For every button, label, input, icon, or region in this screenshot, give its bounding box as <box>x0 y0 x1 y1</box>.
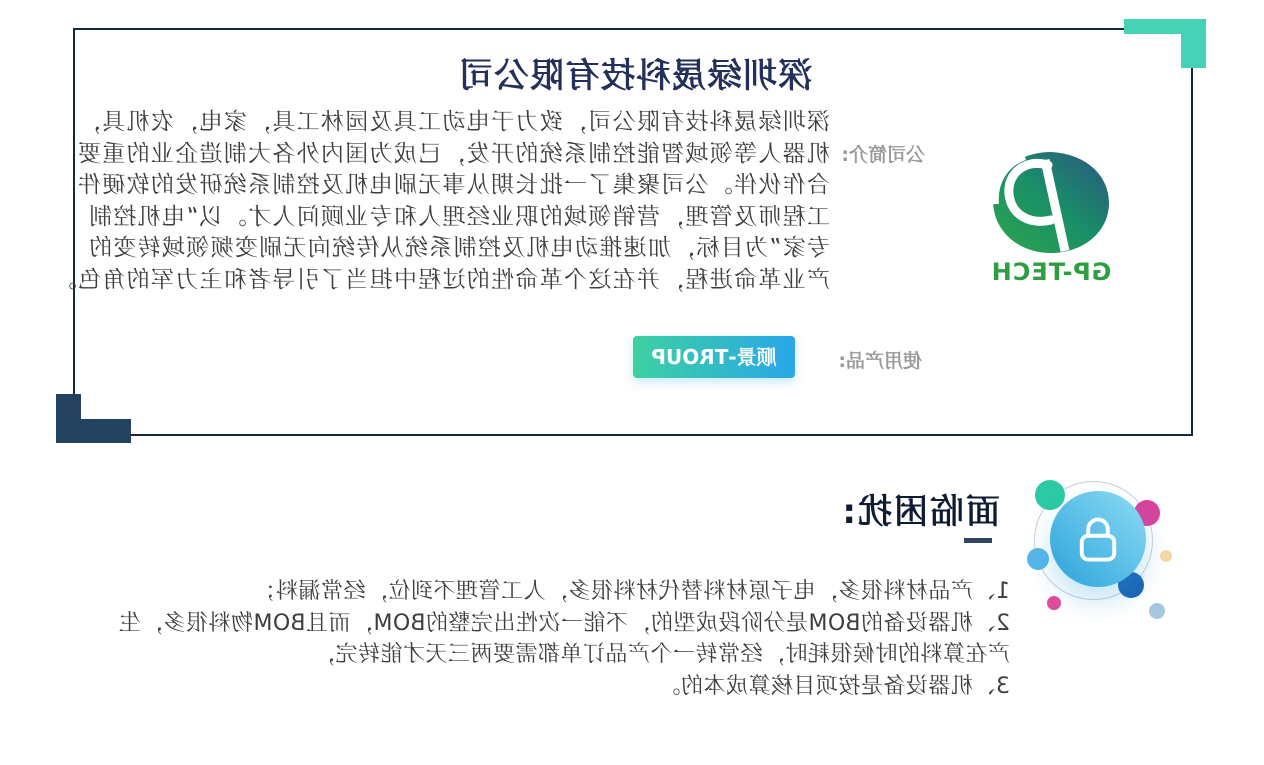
intro-line: 专家”为目标，加速推动电机及控制系统从传统向无刷变频领域转变的 <box>87 235 830 262</box>
intro-line: 深圳绿晟科技有限公司，致力于电动工具及园林工具，家电，农机具， <box>76 109 830 135</box>
decorative-dot <box>1035 480 1065 510</box>
company-intro-text <box>52 107 830 297</box>
intro-line: 产业革命进程，并在这个革命性的过程中担当了引导者和主力军的角色。 <box>52 266 830 293</box>
padlock-icon <box>1072 513 1124 565</box>
pain-point-line: 3、机器设备是按项目核算成本的。 <box>658 673 1010 699</box>
company-logo <box>984 150 1118 286</box>
company-title: 深圳绿晟科技有限公司 <box>457 56 813 96</box>
intro-line: 工程师及管理，营销领域的职业经理人和专业顾问人才。以“电机控制 <box>87 203 830 230</box>
decorative-dot <box>1027 548 1049 570</box>
lock-circle <box>1050 491 1146 587</box>
product-button[interactable]: 顺景-TROUP <box>633 336 795 378</box>
pain-points-list <box>80 576 1010 702</box>
decorative-dot <box>1149 603 1165 619</box>
decorative-dot <box>1160 550 1172 562</box>
navy-corner-accent <box>56 394 81 443</box>
product-used-label: 使用产品: <box>838 350 922 372</box>
pain-points-heading: 面临困扰: <box>840 492 1000 532</box>
intro-line: 合作伙伴。公司聚集了一批长期从事无刷电机及控制系统研发的软硬件 <box>76 172 830 199</box>
pain-point-line: 2、机器设备的BOM是分阶段成型的，不能一次性出完整的BOM，而且BOM物料很多，生 <box>117 610 1010 636</box>
gp-swirl-mark-icon <box>987 150 1115 256</box>
intro-line: 机器人等领域智能控制系统的开发，已成为国内外各大制造企业的重要 <box>76 140 830 167</box>
company-intro-label: 公司简介: <box>841 144 925 166</box>
decorative-dot <box>1047 596 1061 610</box>
pain-point-line: 1、产品材料很多，电子原材料替代材料很多，人工管理不到位，经常漏料； <box>253 579 1010 604</box>
company-logo-wordmark: GP-TECH <box>990 258 1112 286</box>
pain-point-line: 产在算料的时候很耗时，经常转一个产品订单都需要两三天才能转完， <box>312 642 1010 667</box>
lock-artwork <box>1008 470 1168 630</box>
heading-underline <box>964 538 992 543</box>
